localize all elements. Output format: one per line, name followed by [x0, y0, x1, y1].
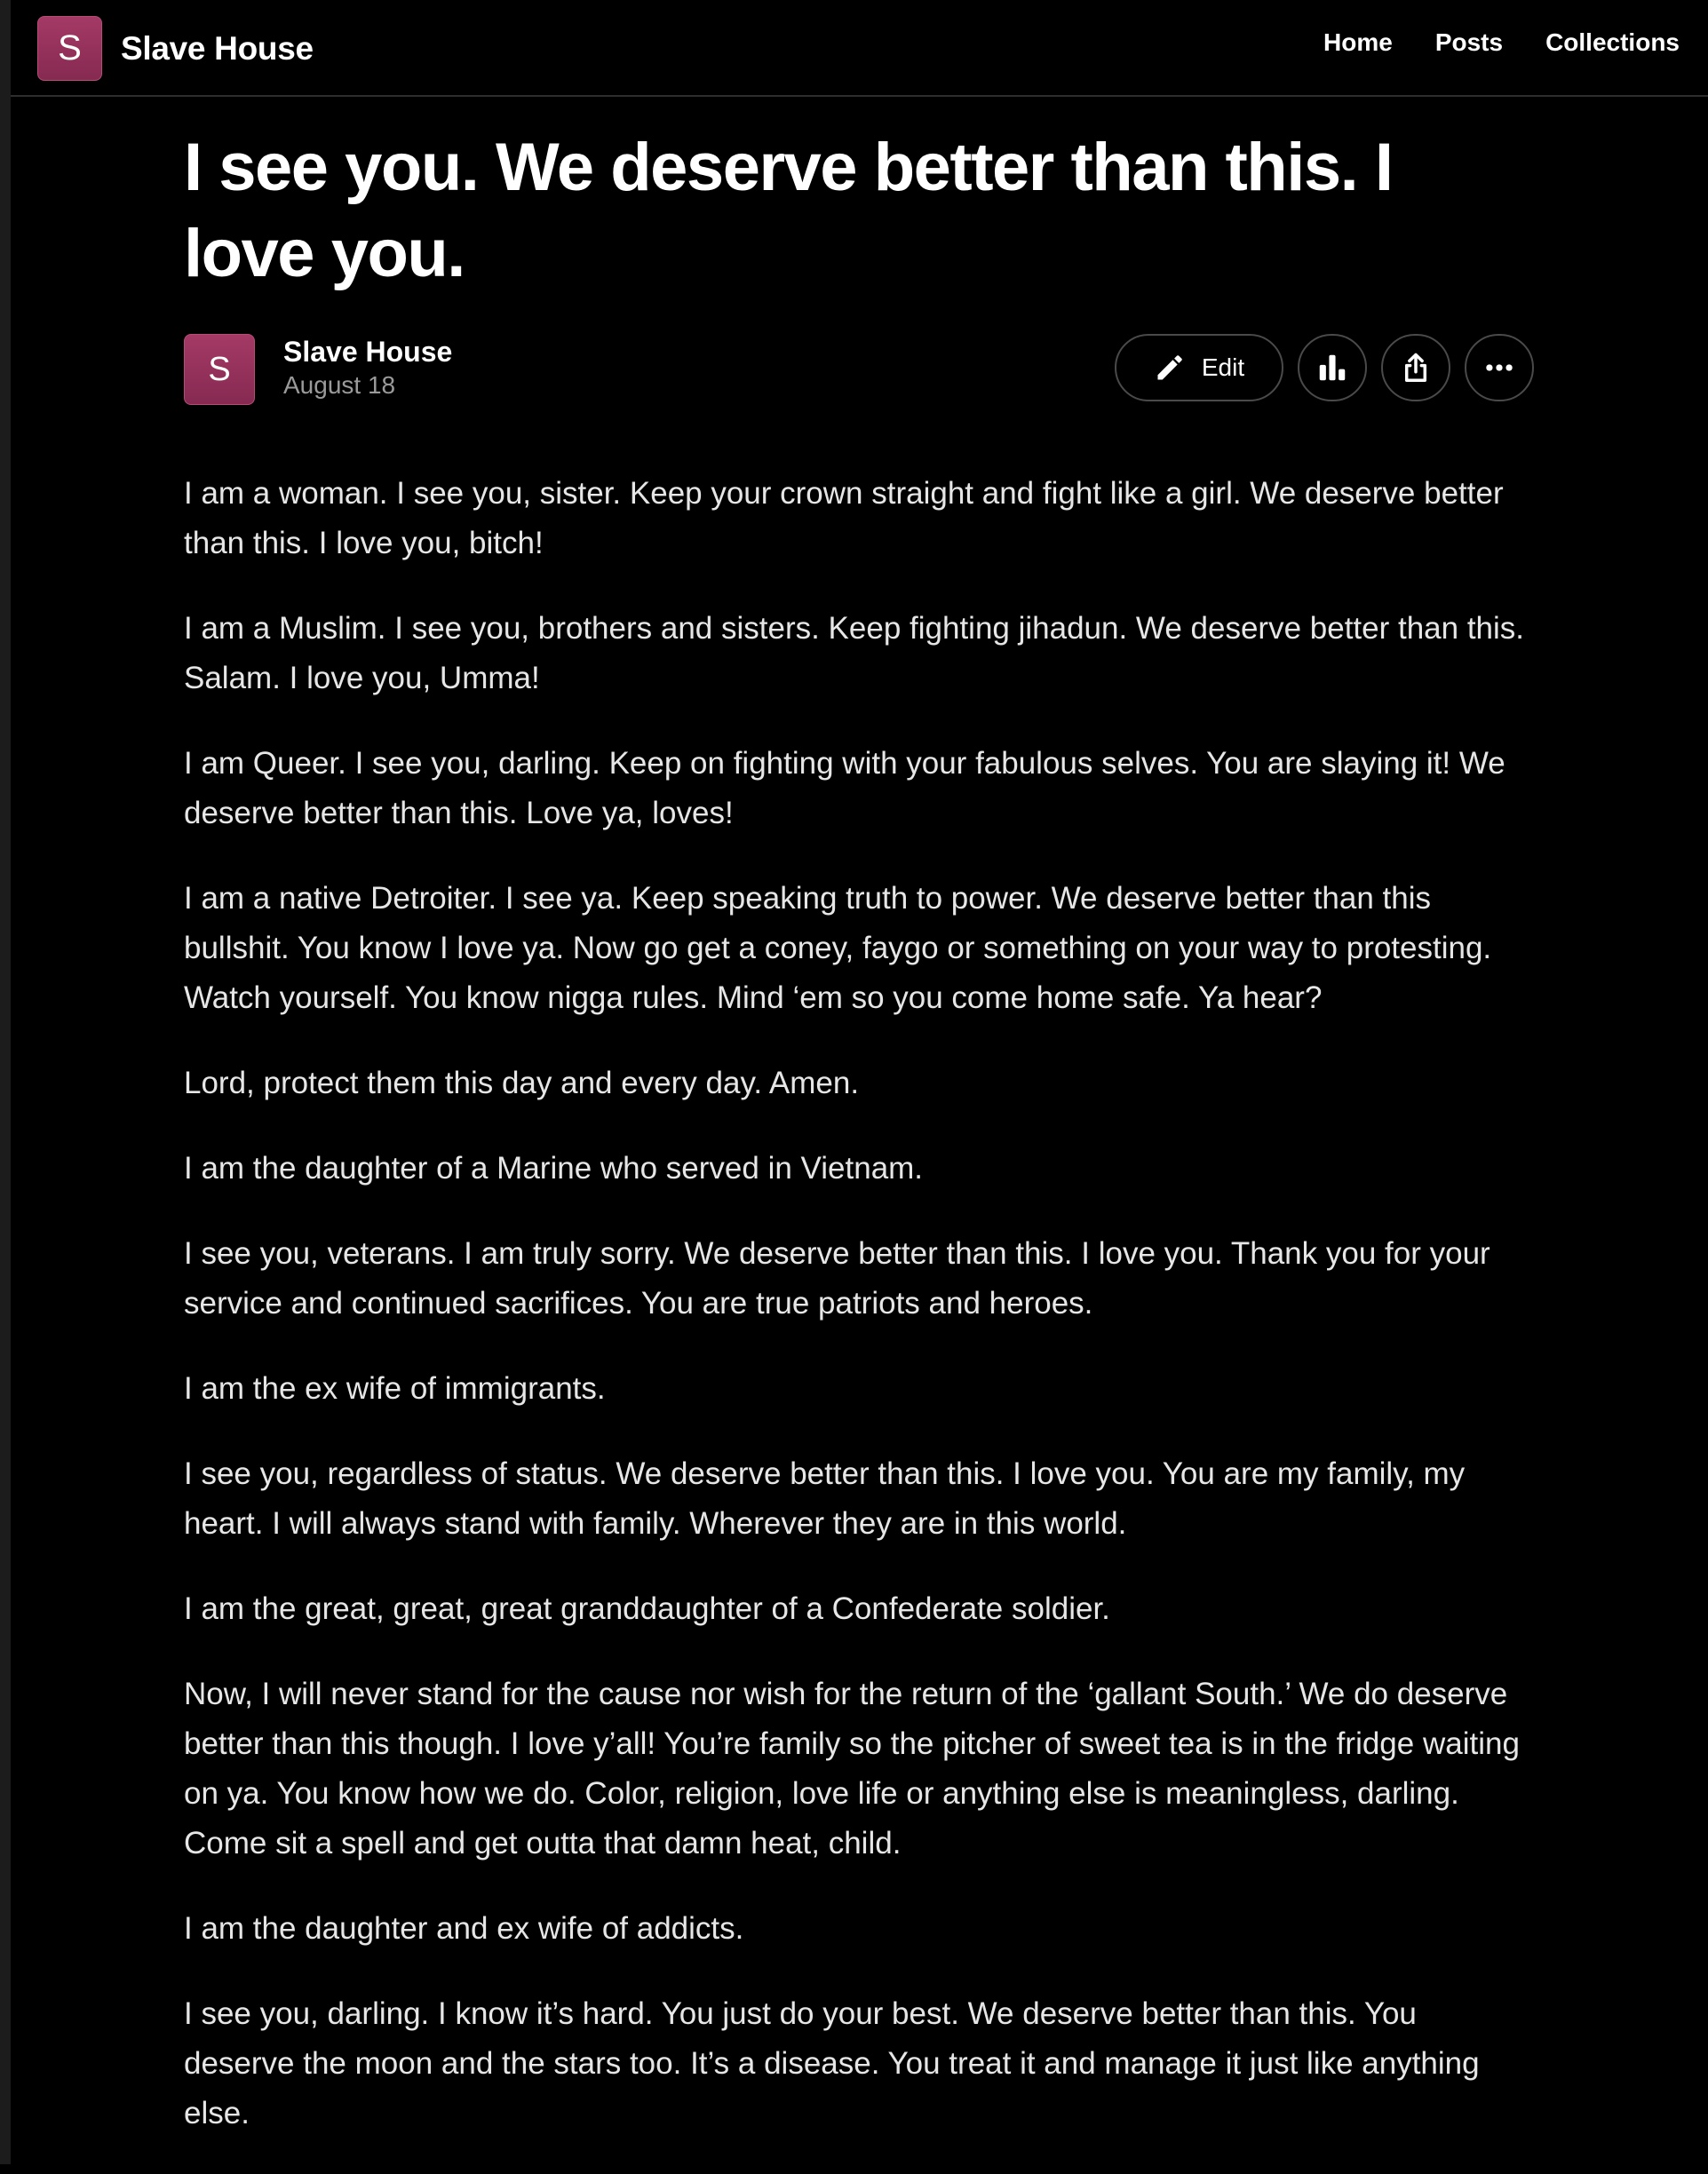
post-title: I see you. We deserve better than this. I love you. [184, 130, 1393, 291]
edit-button-label: Edit [1201, 353, 1245, 381]
post-paragraph: Lord, protect them this day and every day. Amen. [184, 1066, 860, 1100]
pencil-icon [1154, 352, 1186, 384]
top-navigation-bar [11, 0, 1708, 97]
share-button[interactable] [1381, 334, 1450, 401]
more-horizontal-icon [1482, 351, 1516, 385]
post-paragraph: I see you, veterans. I am truly sorry. We deserve better than this. I love you. Thank you for your service and continued sacrifices. You are true patriots and heroes. [184, 1236, 1490, 1321]
edit-button[interactable] [1115, 334, 1283, 401]
post-body [184, 469, 1534, 2138]
post-paragraph: I am the great, great, great granddaughter of a Confederate soldier. [184, 1591, 1110, 1626]
post-byline [184, 334, 1534, 405]
post-paragraph: I am a native Detroiter. I see ya. Keep speaking truth to power. We deserve better than this bullshit. You know I love ya. Now go get a coney, faygo or something on your way to protesting. Watch yourself. You know nigga rules. Mind ‘em so you come home safe. Ya hear? [184, 881, 1492, 1015]
main-nav [1323, 28, 1680, 57]
post-paragraph: I see you, regardless of status. We deserve better than this. I love you. You are my family, my heart. I will always stand with family. Wherever they are in this world. [184, 1456, 1466, 1541]
more-button[interactable] [1465, 334, 1534, 401]
post-actions [1115, 334, 1534, 401]
post-paragraph: Now, I will never stand for the cause nor wish for the return of the ‘gallant South.’ We do deserve better than this though. I love y’all! You’re family so the pitcher of sweet tea is in the fridge waiting on ya. You know how we do. Color, religion, love life or anything else is meaningless, darling. Come sit a spell and get outta that damn heat, child. [184, 1677, 1520, 1861]
bar-chart-icon [1315, 351, 1349, 385]
post-paragraph: I am the daughter of a Marine who served in Vietnam. [184, 1151, 924, 1186]
post-article [184, 124, 1534, 2174]
site-logo[interactable]: S [37, 16, 102, 81]
stats-button[interactable] [1298, 334, 1367, 401]
share-icon [1399, 351, 1433, 385]
post-date: August 18 [283, 371, 396, 399]
nav-collections-link[interactable]: Collections [1545, 28, 1680, 56]
post-paragraph: I am a Muslim. I see you, brothers and sisters. Keep fighting jihadun. We deserve better than this. Salam. I love you, Umma! [184, 611, 1525, 695]
author-name[interactable]: Slave House [283, 336, 453, 368]
post-paragraph: I am Queer. I see you, darling. Keep on fighting with your fabulous selves. You are slaying it! We deserve better than this. Love ya, loves! [184, 746, 1505, 830]
site-brand[interactable] [37, 16, 314, 81]
post-paragraph: I am a woman. I see you, sister. Keep your crown straight and fight like a girl. We deserve better than this. I love you, bitch! [184, 476, 1504, 560]
post-paragraph: I am the daughter and ex wife of addicts. [184, 1911, 744, 1946]
author-avatar[interactable]: S [184, 334, 255, 405]
nav-home-link[interactable]: Home [1323, 28, 1393, 56]
site-name[interactable]: Slave House [121, 29, 314, 67]
post-paragraph: I see you, darling. I know it’s hard. You just do your best. We deserve better than this. You deserve the moon and the stars too. It’s a disease. You treat it and manage it just like anything else. [184, 1996, 1480, 2130]
nav-posts-link[interactable]: Posts [1434, 28, 1504, 56]
window-edge [0, 0, 11, 2164]
post-paragraph: I am the ex wife of immigrants. [184, 1371, 606, 1406]
